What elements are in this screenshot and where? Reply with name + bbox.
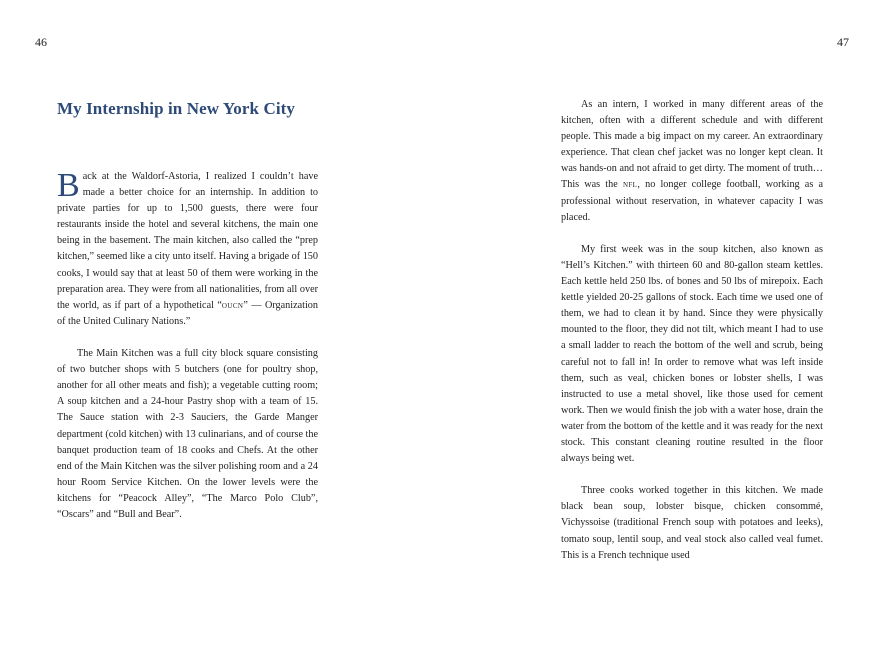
abbreviation-nfl: nfl (622, 179, 638, 191)
left-column (57, 169, 318, 523)
chapter-title: My Internship in New York City (57, 99, 296, 118)
page-number-left: 46 (35, 35, 47, 49)
left-paragraph-1-text-a: ack at the Waldorf-Astoria, I realized I couldn’t have made a better choice for an internship. In addition to private parties for up to 1,500 guests, there were four restaurants inside the hotel and several kitchens, the main one being in the basement. The main kitchen, also called the “prep kitchen,” seemed like a city unto itself. Having a brigade of 150 cooks, I would say that at least 50 of them were working in the preparation area. They were from all nationalities, from all over the world, as if part of a hypothetical “ (57, 171, 318, 311)
right-paragraph-2: My first week was in the soup kitchen, also known as “Hell’s Kitchen.” with thirteen 60 and 80-gallon steam kettles. Each kettle held 250 lbs. of bones and 50 lbs of mirepoix. Each kettle yielded 20-25 gallons of stock. Each time we used one of them, we had to clean it by hand. Since they were physically mounted to the floor, they did not tilt, which meant I had to use a small ladder to reach the bottom of the well and scrub, being careful not to fall in! In order to remove what was left inside them, such as veal, chicken bones or lobster shells, I was instructed to use a metal shovel, like those used for cement work. Then we would finish the job with a water hose, drain the water from the bottom of the kettle and it was ready for the next stock. This constant cleaning routine resulted in the floor always being wet. (561, 243, 823, 465)
left-paragraph-1 (57, 169, 318, 330)
abbreviation-oucn: oucn (221, 299, 244, 311)
right-paragraph-1-text-a: As an intern, I worked in many different areas of the kitchen, often with a different schedule and with different people. This made a big impact on my career. An extraordinary experience. That clean chef jacket was no longer kept clean. It was hands-on and not afraid to get dirty. The moment of truth… This was the (561, 99, 823, 191)
drop-cap: B (57, 167, 80, 204)
page-number-right: 47 (837, 35, 849, 49)
left-paragraph-1-text-b: ” — Organization of the United Culinary Nations.” (57, 299, 318, 327)
left-paragraph-2: The Main Kitchen was a full city block square consisting of two butcher shops with 5 butchers (one for poultry shop, another for all other meats and fish); a vegetable cutting room; A soup kitchen and a 24-hour Pastry shop with a team of 15. The Sauce station with 2-3 Sauciers, the Garde Manger department (cold kitchen) with 13 culinarians, and of course the banquet production team of 18 cooks and Chefs. At the other end of the Main Kitchen was the silver polishing room and a 24 hour Room Service Kitchen. On the lower levels were the kitchens for “Peacock Alley”, “The Marco Polo Club”, “Oscars” and “Bull and Bear”. (57, 348, 318, 520)
right-paragraph-1-text-b: , no longer college football, working as a professional without reservation, in whatever capacity I was placed. (561, 179, 823, 223)
right-paragraph-1 (561, 97, 823, 226)
right-column (561, 97, 823, 564)
right-paragraph-3: Three cooks worked together in this kitchen. We made black bean soup, lobster bisque, chicken consommé, Vichyssoise (traditional French soup with potatoes and leeks), tomato soup, lentil soup, and veal stock also called veal fumet. This is a French technique used (561, 485, 823, 561)
